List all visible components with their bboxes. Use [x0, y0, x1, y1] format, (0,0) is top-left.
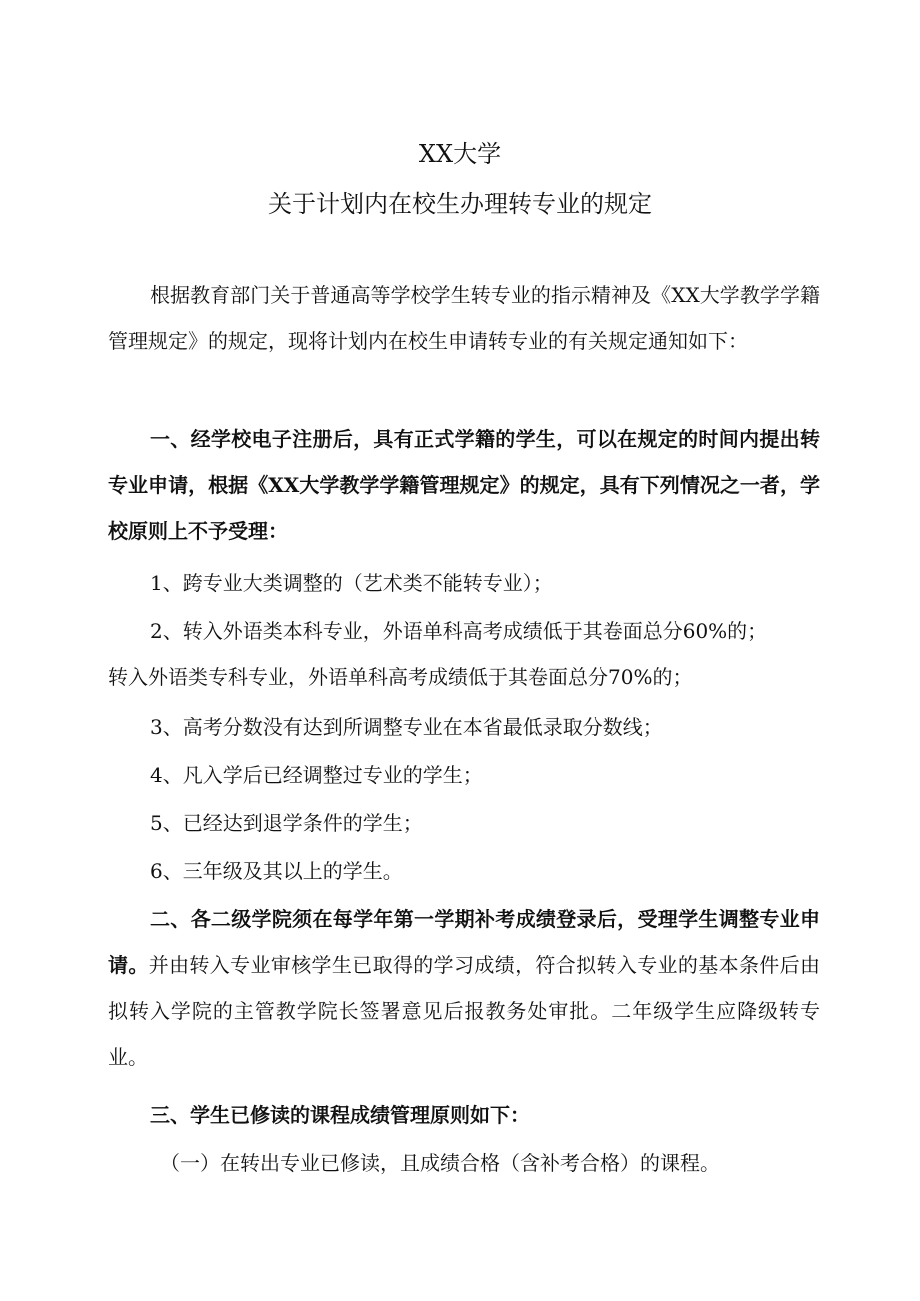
list-item: 6、三年级及其以上的学生。: [150, 859, 403, 883]
intro-paragraph: 根据教育部门关于普通高等学校学生转专业的指示精神及《XX大学教学学籍管理规定》的规定，现将计划内在校生申请转专业的有关规定通知如下：: [108, 283, 820, 353]
section2-body: 并由转入专业审核学生已取得的学习成绩，符合拟转入专业的基本条件后由拟转入学院的主管教学院长签署意见后报教务处审批。二年级学生应降级转专业。: [108, 953, 821, 1069]
list-item: 2、转入外语类本科专业，外语单科高考成绩低于其卷面总分60%的；: [150, 619, 768, 643]
list-item: 1、跨专业大类调整的（艺术类不能转专业）；: [150, 571, 553, 595]
list-item: 转入外语类专科专业，外语单科高考成绩低于其卷面总分70%的；: [108, 665, 693, 689]
section2-heading: 二、各二级学院须在每学年第一学期补考成绩登录后，受理学生调整专业申请。: [108, 907, 820, 977]
section3-heading: 三、学生已修读的课程成绩管理原则如下：: [150, 1103, 530, 1127]
section1-heading: 一、经学校电子注册后，具有正式学籍的学生，可以在规定的时间内提出转专业申请，根据《XX大学教学学籍管理规定》的规定，具有下列情况之一者，学校原则上不予受理：: [108, 427, 820, 543]
document-subtitle: 关于计划内在校生办理转专业的规定: [268, 190, 652, 218]
list-item: 3、高考分数没有达到所调整专业在本省最低录取分数线；: [150, 715, 663, 739]
list-item: 5、已经达到退学条件的学生；: [150, 811, 423, 835]
section2-paragraph: [108, 896, 820, 1080]
list-item: 4、凡入学后已经调整过专业的学生；: [150, 763, 483, 787]
section3-item: （一）在转出专业已修读，且成绩合格（含补考合格）的课程。: [160, 1151, 720, 1175]
document-title: XX大学: [418, 140, 502, 168]
